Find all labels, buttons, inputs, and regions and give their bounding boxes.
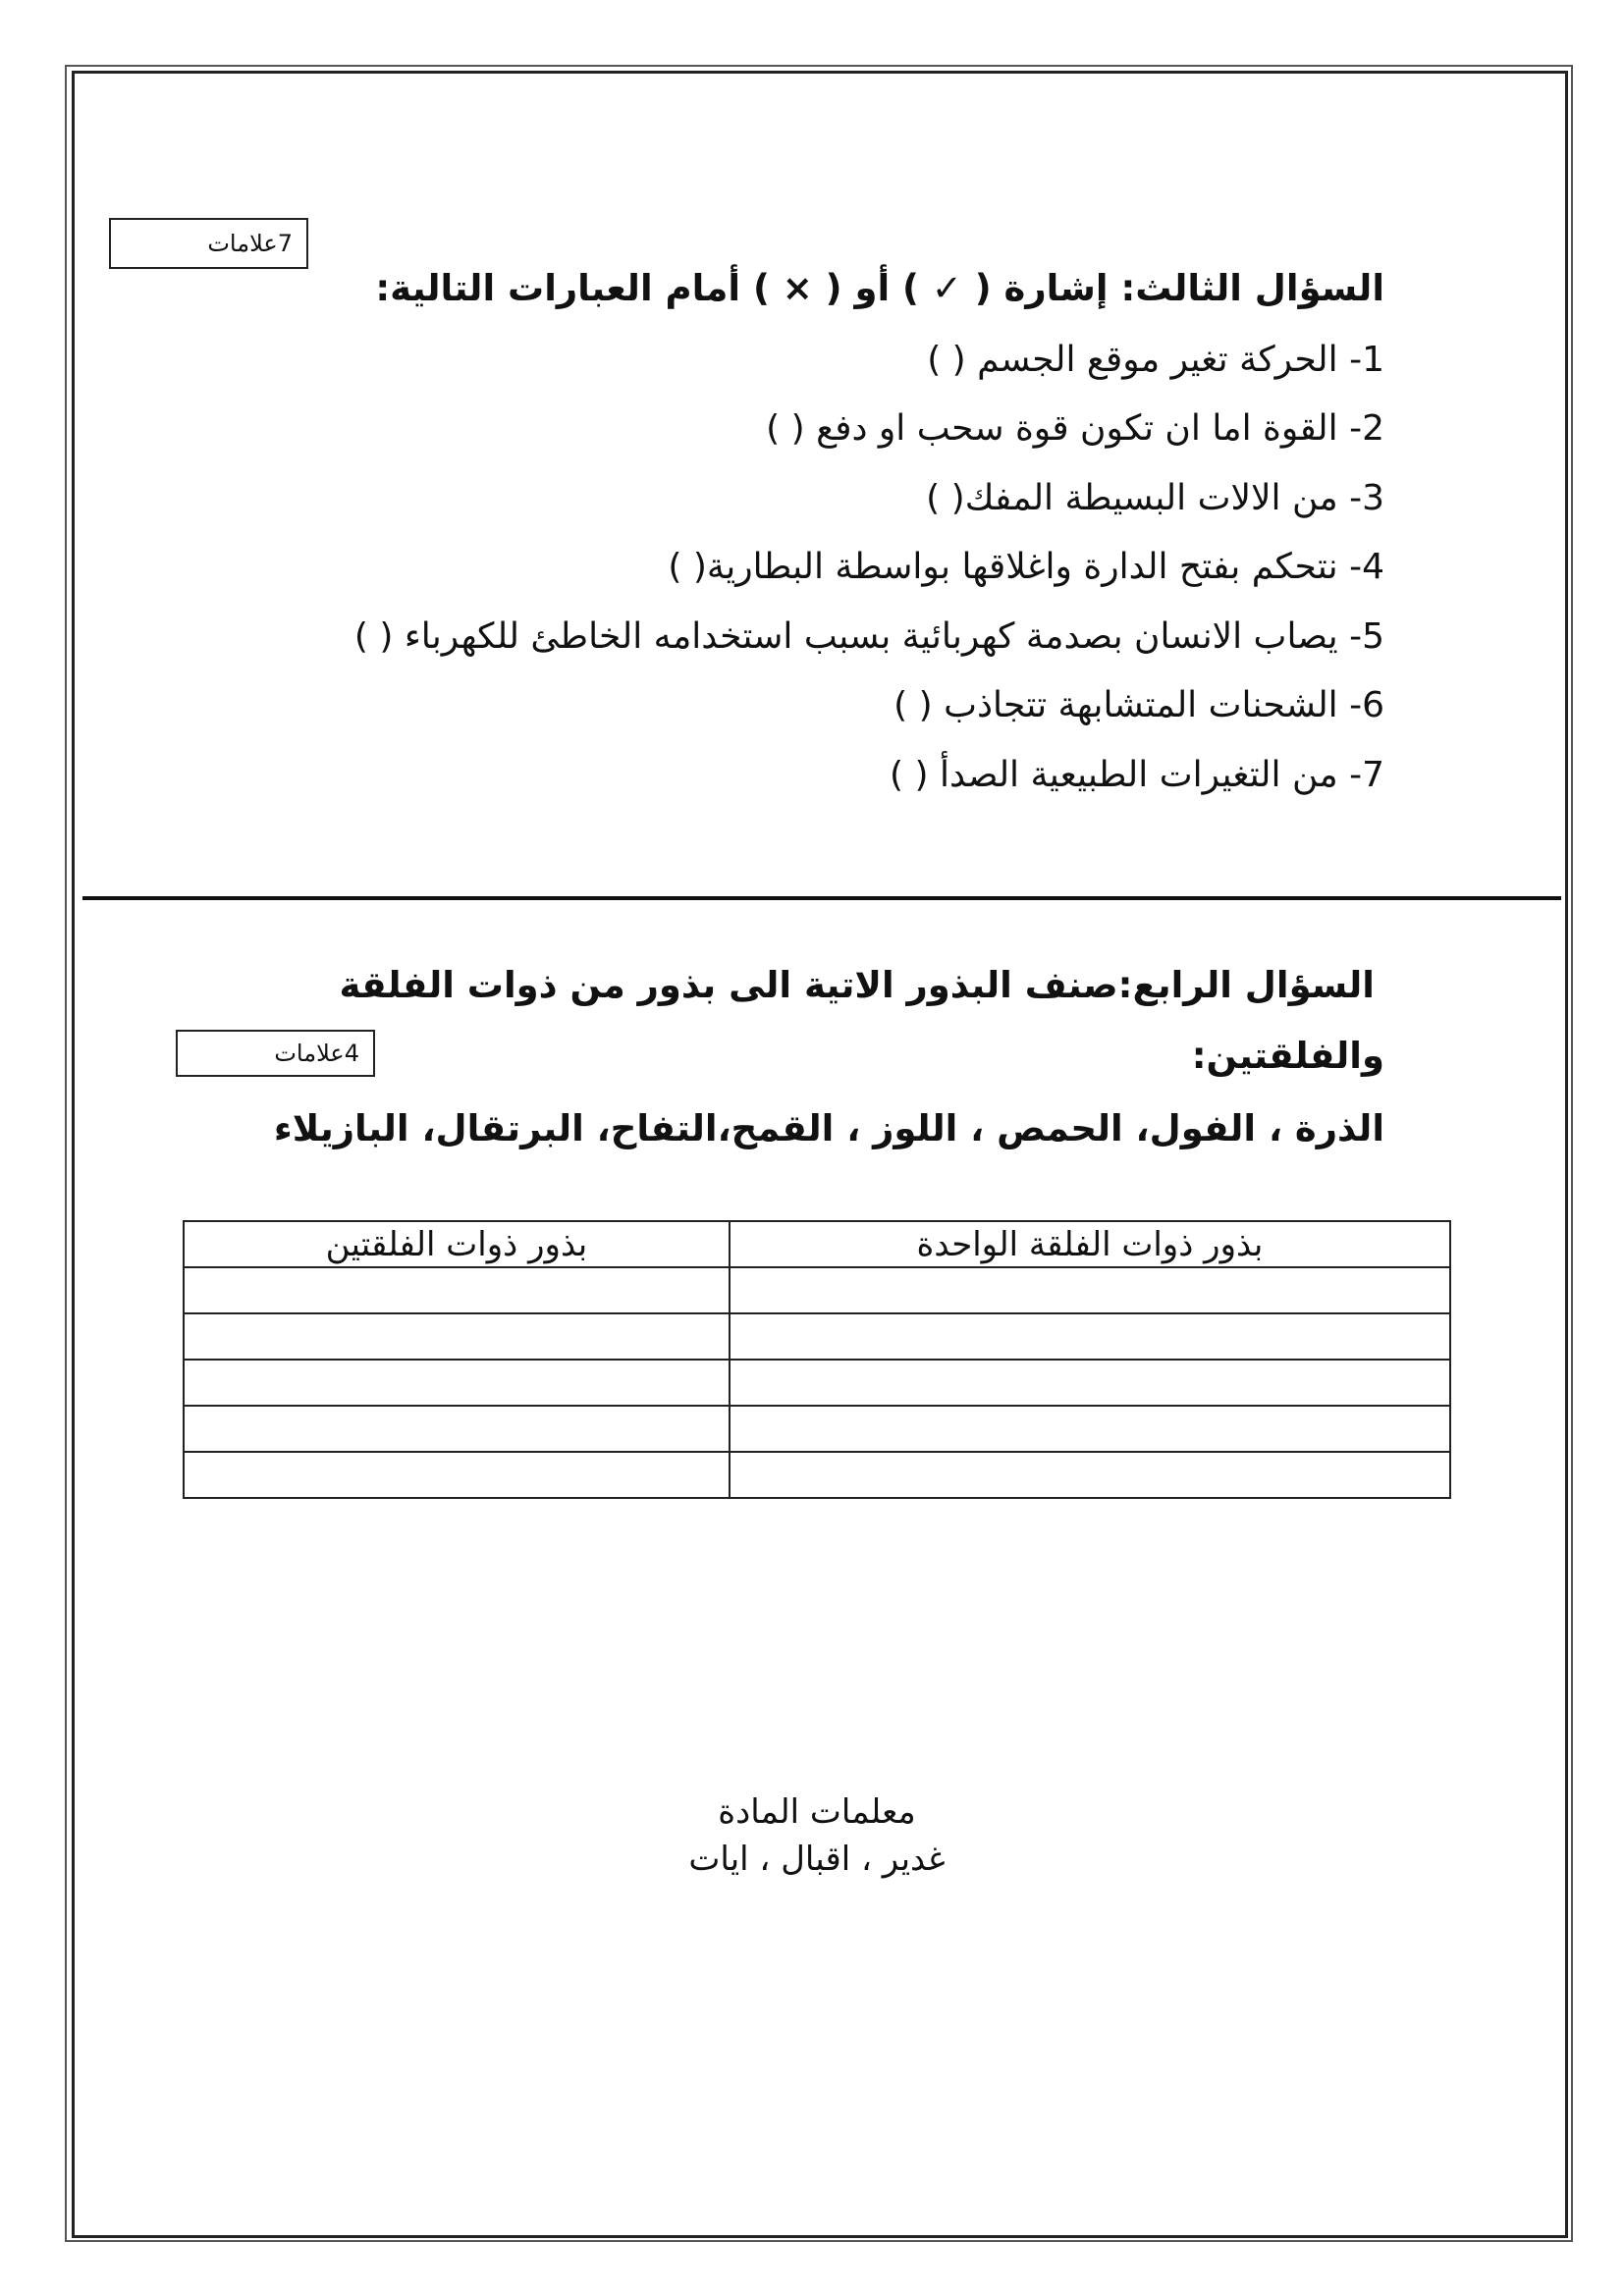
q3-item-5: 5- يصاب الانسان بصدمة كهربائية بسبب استخدامه الخاطئ للكهرباء ( ) — [353, 616, 1384, 657]
signature-title: معلمات المادة — [718, 1792, 916, 1832]
header-dicot: بذور ذوات الفلقتين — [184, 1221, 730, 1267]
q3-item-6: 6- الشحنات المتشابهة تتجاذب ( ) — [893, 685, 1384, 725]
table-cell-dicot[interactable] — [184, 1267, 730, 1313]
table-cell-monocot[interactable] — [730, 1360, 1450, 1406]
q4-title-line2: والفلقتين: — [1191, 1035, 1384, 1077]
table-cell-dicot[interactable] — [184, 1452, 730, 1498]
q3-item-4: 4- نتحكم بفتح الدارة واغلاقها بواسطة البطارية( ) — [668, 547, 1384, 587]
q3-marks-box — [109, 218, 308, 269]
q3-item-1: 1- الحركة تغير موقع الجسم ( ) — [927, 340, 1384, 380]
q4-title-line1: السؤال الرابع:صنف البذور الاتية الى بذور من ذوات الفلقة — [339, 964, 1375, 1006]
table-header-row — [184, 1221, 1450, 1267]
q3-title: السؤال الثالث: إشارة ( ✓ ) أو ( × ) أمام العبارات التالية: — [375, 267, 1384, 309]
table-cell-dicot[interactable] — [184, 1313, 730, 1360]
table-cell-dicot[interactable] — [184, 1360, 730, 1406]
table-row — [184, 1313, 1450, 1360]
table-row — [184, 1452, 1450, 1498]
q3-marks-label: 7علامات — [207, 230, 293, 257]
table-cell-dicot[interactable] — [184, 1406, 730, 1452]
seeds-classification-table — [183, 1220, 1451, 1499]
q4-marks-label: 4علامات — [274, 1040, 359, 1067]
table-cell-monocot[interactable] — [730, 1452, 1450, 1498]
table-cell-monocot[interactable] — [730, 1313, 1450, 1360]
table-cell-monocot[interactable] — [730, 1406, 1450, 1452]
q4-marks-box — [176, 1030, 375, 1077]
signature-names: غدير ، اقبال ، ايات — [688, 1840, 946, 1879]
q4-seeds-list: الذرة ، الفول، الحمص ، اللوز ، القمح،التفاح، البرتقال، البازيلاء — [273, 1107, 1384, 1149]
q3-item-7: 7- من التغيرات الطبيعية الصدأ ( ) — [889, 755, 1384, 795]
q3-item-3: 3- من الالات البسيطة المفك( ) — [926, 478, 1384, 518]
q3-item-2: 2- القوة اما ان تكون قوة سحب او دفع ( ) — [766, 408, 1384, 449]
table-row — [184, 1406, 1450, 1452]
table-cell-monocot[interactable] — [730, 1267, 1450, 1313]
section-divider — [82, 896, 1561, 900]
header-monocot: بذور ذوات الفلقة الواحدة — [730, 1221, 1450, 1267]
table-row — [184, 1267, 1450, 1313]
page-frame-inner — [72, 71, 1568, 2238]
table-row — [184, 1360, 1450, 1406]
